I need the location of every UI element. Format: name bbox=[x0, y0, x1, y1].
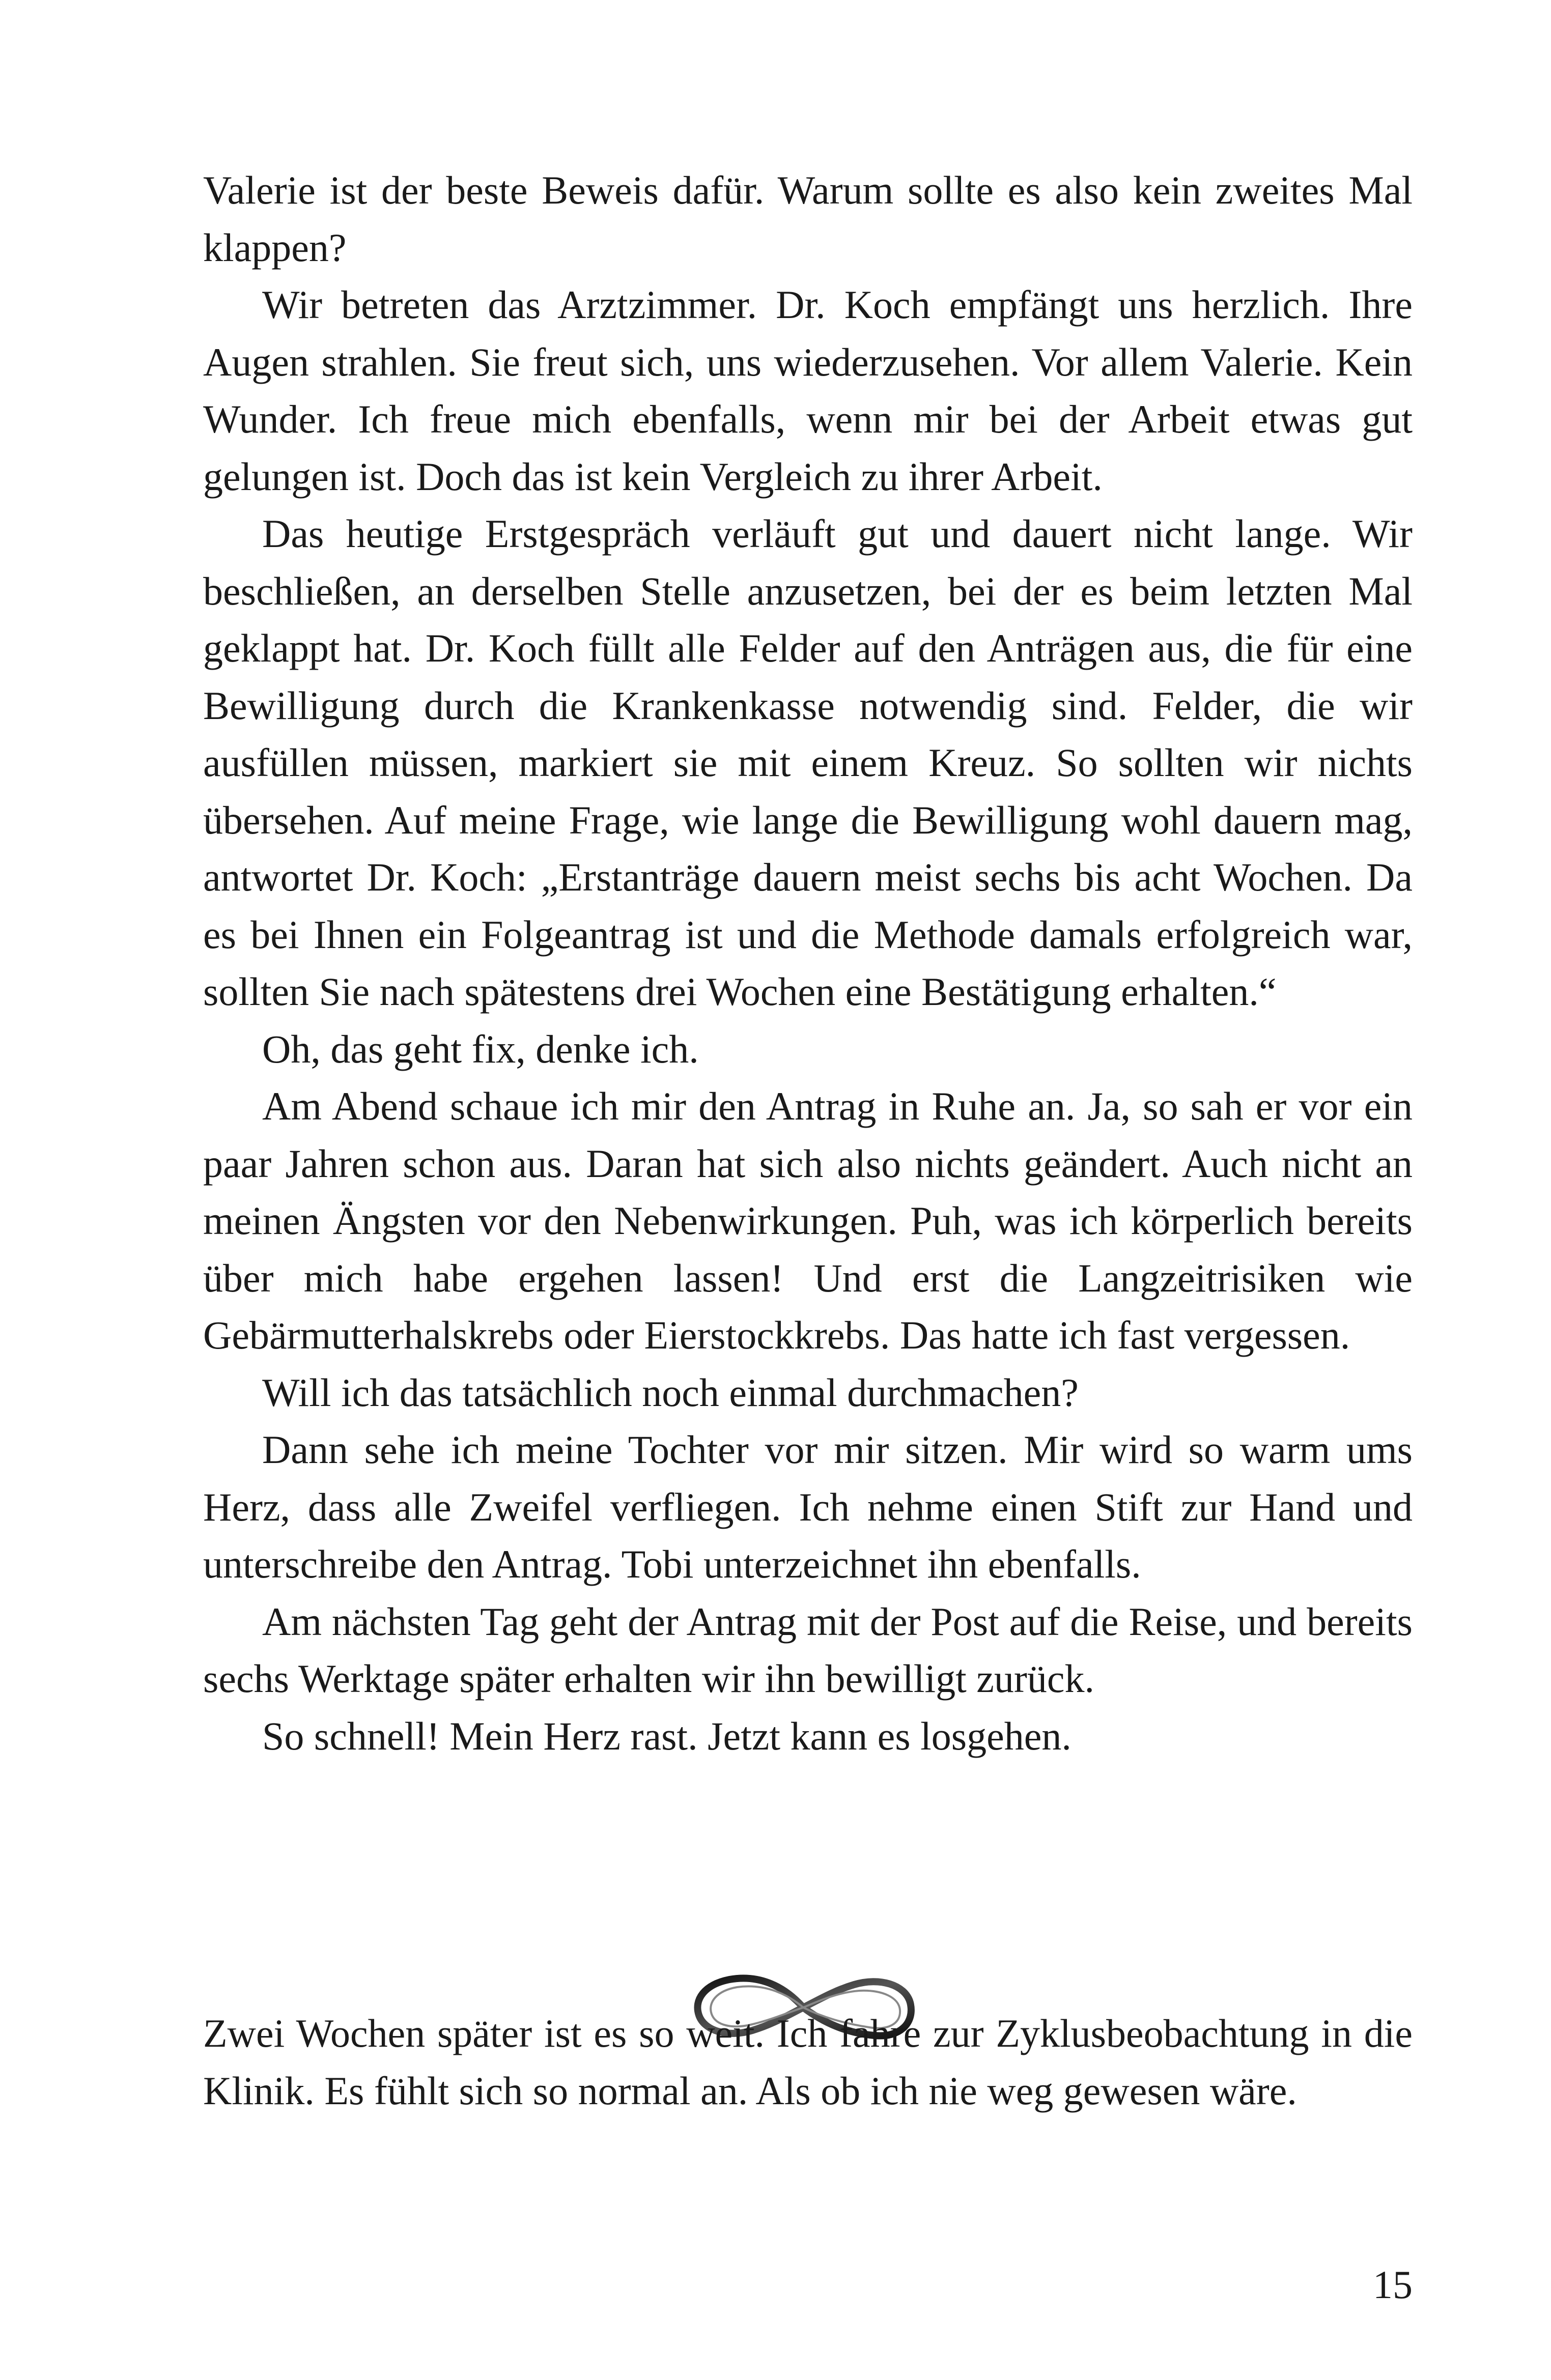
text-section-top bbox=[203, 162, 1413, 1765]
paragraph: Oh, das geht fix, denke ich. bbox=[262, 1026, 699, 1071]
paragraph: Will ich das tatsächlich noch einmal durchmachen? bbox=[262, 1370, 1079, 1415]
paragraph: So schnell! Mein Herz rast. Jetzt kann es losgehen. bbox=[262, 1713, 1071, 1758]
paragraph: Am nächsten Tag geht der Antrag mit der Post auf die Reise, und bereits sechs Werktage später erhalten wir ihn bewilligt zurück. bbox=[203, 1599, 1413, 1701]
paragraph: Zwei Wochen später ist es so weit. Ich fahre zur Zyklusbeobachtung in die Klinik. Es fühlt sich so normal an. Als ob ich nie weg gewesen wäre. bbox=[203, 2011, 1413, 2113]
paragraph: Valerie ist der beste Beweis dafür. Warum sollte es also kein zweites Mal klappen? bbox=[203, 168, 1413, 270]
paragraph: Dann sehe ich meine Tochter vor mir sitzen. Mir wird so warm ums Herz, dass alle Zweifel verfliegen. Ich nehme einen Stift zur Hand und unterschreibe den Antrag. Tobi unterzeichnet ihn ebenfalls. bbox=[203, 1427, 1413, 1586]
text-section-bottom bbox=[203, 2005, 1413, 2119]
paragraph: Am Abend schaue ich mir den Antrag in Ruhe an. Ja, so sah er vor ein paar Jahren schon aus. Daran hat sich also nichts geändert. Auch nicht an meinen Ängsten vor den Nebenwirkungen. Puh, was ich körperlich bereits über mich habe ergehen lassen! Und erst die Langzeitrisiken wie Gebärmutterhalskrebs oder Eierstockkrebs. Das hatte ich fast vergessen. bbox=[203, 1084, 1413, 1357]
paragraph: Wir betreten das Arztzimmer. Dr. Koch empfängt uns herzlich. Ihre Augen strahlen. Sie freut sich, uns wiederzusehen. Vor allem Valerie. Kein Wunder. Ich freue mich ebenfalls, wenn mir bei der Arbeit etwas gut gelungen ist. Doch das ist kein Vergleich zu ihrer Arbeit. bbox=[203, 282, 1413, 499]
paragraph: Das heutige Erstgespräch verläuft gut und dauert nicht lange. Wir beschließen, an derselben Stelle anzusetzen, bei der es beim letzten Mal geklappt hat. Dr. Koch füllt alle Felder auf den Anträgen aus, die für eine Bewilligung durch die Krankenkasse notwendig sind. Felder, die wir ausfüllen müssen, markiert sie mit einem Kreuz. So sollten wir nichts übersehen. Auf meine Frage, wie lange die Bewilligung wohl dauern mag, antwortet Dr. Koch: „Erstanträge dauern meist sechs bis acht Wochen. Da es bei Ihnen ein Folgeantrag ist und die Methode damals erfolgreich war, sollten Sie nach spätestens drei Wochen eine Bestätigung erhalten.“ bbox=[203, 511, 1413, 1014]
page-number: 15 bbox=[1373, 2262, 1413, 2307]
